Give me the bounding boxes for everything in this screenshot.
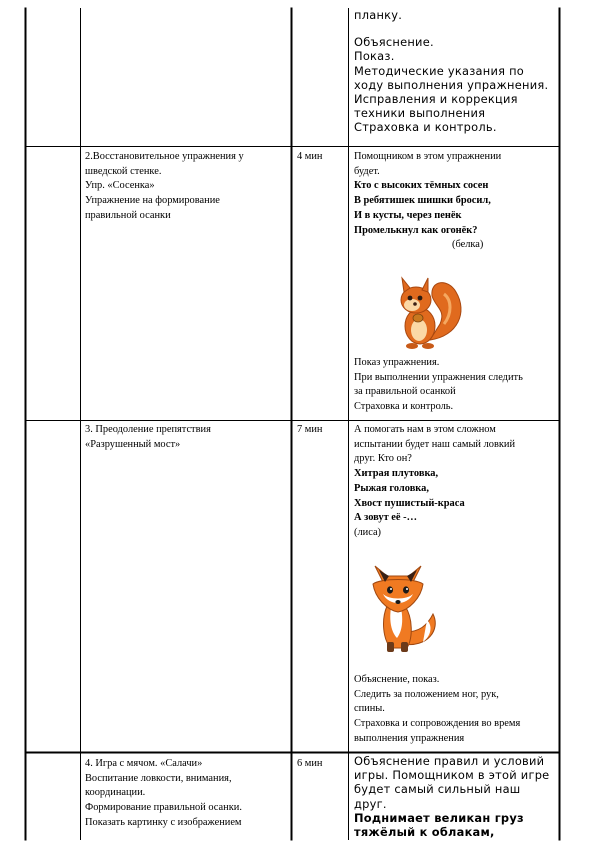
riddle-line: В ребятишек шишки бросил,	[354, 195, 491, 207]
exercise-line: Упражнение на формирование	[85, 195, 220, 207]
table-column-divider-1	[80, 8, 81, 840]
row-divider-1	[25, 146, 560, 147]
row-2-exercise	[85, 150, 289, 224]
fox-icon	[361, 556, 441, 656]
note-line: ходу выполнения упражнения.	[354, 77, 549, 92]
time-value: 4 мин	[297, 151, 323, 162]
exercise-line: 3. Преодоление препятствия	[85, 424, 211, 435]
exercise-line: шведской стенке.	[85, 165, 162, 177]
riddle-line: А зовут её -…	[354, 512, 417, 524]
note-line: будет самый сильный наш	[354, 782, 521, 797]
row-3-time	[297, 423, 323, 438]
row-4-time	[297, 757, 323, 772]
note-line: Объяснение правил и условий	[354, 754, 545, 768]
blank-line	[354, 22, 558, 35]
note-line: Страховка и сопровождения во время	[354, 718, 521, 730]
note-line: Методические указания по	[354, 63, 525, 78]
note-line: игры. Помощником в этой игре	[354, 768, 550, 783]
note-line: друг.	[354, 796, 387, 811]
note-line: техники выполнения	[354, 106, 486, 121]
exercise-line: координации.	[85, 787, 146, 799]
note-line: Помощником в этом упражнении	[354, 151, 502, 162]
riddle-line: тяжёлый к облакам,	[354, 825, 495, 840]
row-2-notes	[354, 150, 558, 253]
time-value: 7 мин	[297, 424, 323, 435]
riddle-line: Промелькнул как огонёк?	[354, 224, 478, 236]
row-divider-3	[25, 752, 560, 753]
exercise-line: правильной осанки	[85, 209, 171, 221]
riddle-line: Поднимает великан груз	[354, 810, 524, 825]
exercise-line: Показать картинку с изображением	[85, 816, 242, 828]
row-4-exercise	[85, 757, 289, 831]
note-line: друг. Кто он?	[354, 453, 412, 465]
riddle-line: Кто с высоких тёмных сосен	[354, 180, 489, 192]
row-4-notes	[354, 754, 558, 839]
riddle-answer: (белка)	[452, 239, 484, 251]
exercise-line: Формирование правильной осанки.	[85, 802, 242, 814]
exercise-line: 4. Игра с мячом. «Салачи»	[85, 758, 203, 769]
note-line: Следить за положением ног, рук,	[354, 688, 499, 700]
note-line: Объяснение.	[354, 35, 434, 50]
note-line: планку.	[354, 8, 403, 22]
row-3-notes-bottom	[354, 673, 558, 747]
table-column-divider-3	[348, 8, 349, 840]
row-3-notes	[354, 423, 558, 541]
note-line: Объяснение, показ.	[354, 674, 440, 685]
row-divider-2	[25, 420, 560, 421]
lesson-plan-table	[25, 8, 560, 840]
table-border-left	[25, 8, 26, 840]
riddle-line: И в кусты, через пенёк	[354, 209, 462, 221]
note-line: Страховка и контроль.	[354, 120, 497, 135]
table-column-divider-2	[291, 8, 292, 840]
riddle-line: Рыжая головка,	[354, 482, 429, 494]
row-1-notes	[354, 8, 558, 135]
note-line: спины.	[354, 703, 385, 715]
row-3-exercise	[85, 423, 289, 452]
note-line: Исправления и коррекция	[354, 92, 518, 107]
note-line: При выполнении упражнения следить	[354, 371, 523, 383]
riddle-answer: (лиса)	[354, 526, 382, 538]
note-line: выполнения упражнения	[354, 732, 465, 744]
row-2-time	[297, 150, 323, 165]
note-line: будет.	[354, 165, 380, 177]
note-line: А помогать нам в этом сложном	[354, 424, 496, 435]
riddle-line: Хитрая плутовка,	[354, 468, 439, 480]
exercise-line: 2.Восстановительное упражнения у	[85, 151, 244, 162]
exercise-line: Воспитание ловкости, внимания,	[85, 772, 232, 784]
note-line: Показ упражнения.	[354, 357, 440, 368]
note-line: за правильной осанкой	[354, 386, 456, 398]
exercise-line: «Разрушенный мост»	[85, 438, 181, 450]
note-line: Показ.	[354, 49, 395, 64]
time-value: 6 мин	[297, 758, 323, 769]
exercise-line: Упр. «Сосенка»	[85, 180, 155, 192]
note-line: Страховка и контроль.	[354, 401, 454, 413]
riddle-line: Хвост пушистый-краса	[354, 497, 465, 509]
squirrel-icon	[386, 270, 468, 352]
row-2-notes-bottom	[354, 356, 558, 415]
note-line: испытании будет наш самый ловкий	[354, 438, 516, 450]
table-border-right	[559, 8, 560, 840]
